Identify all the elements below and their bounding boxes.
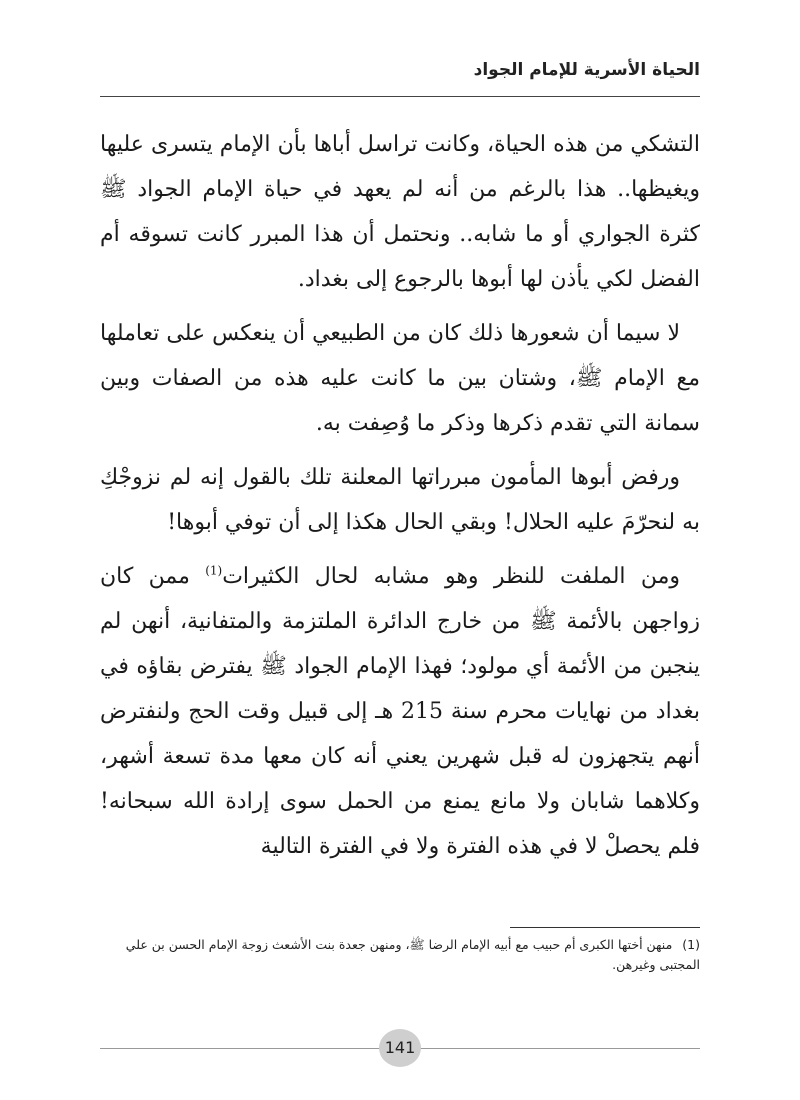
- footnote-number: (1): [682, 937, 700, 952]
- paragraph-4: [100, 554, 700, 869]
- paragraph-1: التشكي من هذه الحياة، وكانت تراسل أباها بأن الإمام يتسرى عليها ويغيظها.. هذا بالرغم من أنه لم يعهد في حياة الإمام الجواد ﷺ كثرة الجواري أو ما شابه.. ونحتمل أن هذا المبرر كانت تسوقه أم الفضل لكي يأذن لها أبوها بالرجوع إلى بغداد.: [100, 132, 700, 292]
- paragraph-4-start: ومن الملفت للنظر وهو مشابه لحال الكثيرات: [222, 564, 680, 589]
- footnote: [100, 935, 700, 975]
- header-title: الحياة الأسرية للإمام الجواد: [473, 60, 700, 80]
- page-number-badge: 141: [379, 1029, 421, 1067]
- paragraph-2: لا سيما أن شعورها ذلك كان من الطبيعي أن ينعكس على تعاملها مع الإمام ﷺ، وشتان بين ما كانت عليه هذه من الصفات وبين سمانة التي تقدم ذكرها وذكر ما وُصِفت به.: [100, 321, 700, 436]
- paragraph-3: ورفض أبوها المأمون مبرراتها المعلنة تلك بالقول إنه لم نزوجْكِ به لنحرّمَ عليه الحلال! وبقي الحال هكذا إلى أن توفي أبوها!: [100, 465, 700, 535]
- footnote-reference[interactable]: (1): [205, 563, 223, 578]
- main-text: [100, 122, 700, 878]
- footnote-text: منهن أختها الكبرى أم حبيب مع أبيه الإمام الرضا ﷺ، ومنهن جعدة بنت الأشعث زوجة الإمام الحسن بن علي المجتبى وغيرهن.: [125, 937, 700, 972]
- running-header: [100, 52, 700, 97]
- paragraph-4-rest: ممن كان زواجهن بالأئمة ﷺ من خارج الدائرة الملتزمة والمتفانية، أنهن لم ينجبن من الأئمة أي مولود؛ فهذا الإمام الجواد ﷺ يفترض بقاؤه في بغداد من نهايات محرم سنة 215 هـ إلى قبيل وقت الحج ولنفترض أنهم يتجهزون له قبل شهرين يعني أنه كان معها مدة تسعة أشهر، وكلاهما شابان ولا مانع يمنع من الحمل سوى إرادة الله سبحانه! فلم يحصلْ لا في هذه الفترة ولا في الفترة التالية: [100, 564, 700, 859]
- footnote-separator: [510, 927, 700, 928]
